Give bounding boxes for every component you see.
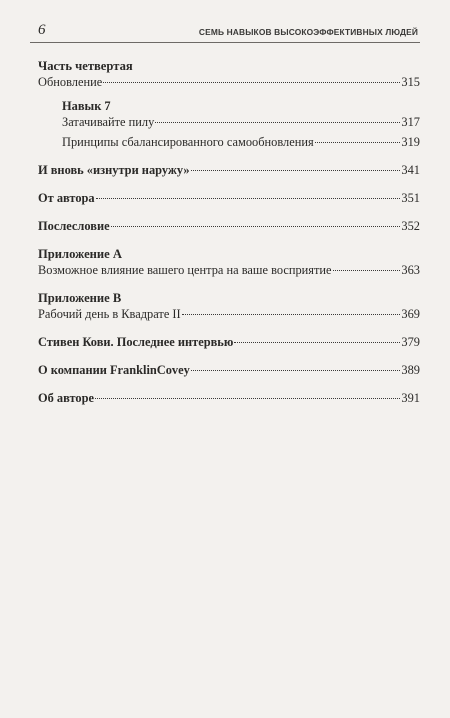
- dot-leader: [234, 342, 400, 343]
- toc-entry-page: 389: [401, 363, 420, 377]
- toc-entry-title: Затачивайте пилу: [62, 115, 155, 129]
- dot-leader: [333, 270, 401, 271]
- dot-leader: [95, 398, 400, 399]
- toc-entry-title: От автора: [38, 191, 95, 205]
- toc-entry-renewal: [38, 74, 420, 90]
- toc-entry-sharpen-saw: [38, 114, 420, 130]
- toc-entry-company: [38, 362, 420, 378]
- dot-leader: [155, 122, 400, 123]
- running-header: СЕМЬ НАВЫКОВ ВЫСОКОЭФФЕКТИВНЫХ ЛЮДЕЙ: [198, 27, 418, 37]
- appendix-b-heading: Приложение В: [38, 291, 122, 305]
- dot-leader: [182, 314, 401, 315]
- toc-entry-title: Стивен Кови. Последнее интервью: [38, 335, 234, 349]
- toc-entry-page: 341: [401, 163, 420, 177]
- toc-entry-appendix-a: [38, 262, 420, 278]
- dot-leader: [96, 198, 401, 199]
- header-rule: [30, 42, 420, 43]
- dot-leader: [103, 82, 400, 83]
- toc-entry-page: 369: [401, 307, 420, 321]
- toc-entry-title: Рабочий день в Квадрате II: [38, 307, 181, 321]
- toc-entry-page: 315: [401, 75, 420, 89]
- toc-entry-page: 363: [401, 263, 420, 277]
- toc-entry-about-author: [38, 390, 420, 406]
- habit-heading: Навык 7: [62, 99, 111, 113]
- dot-leader: [111, 226, 401, 227]
- table-of-contents: [38, 58, 420, 406]
- toc-entry-title: Обновление: [38, 75, 103, 89]
- dot-leader: [191, 170, 401, 171]
- toc-entry-title: Об авторе: [38, 391, 95, 405]
- toc-entry-page: 391: [401, 391, 420, 405]
- part-heading: Часть четвертая: [38, 59, 133, 73]
- toc-entry-title: И вновь «изнутри наружу»: [38, 163, 190, 177]
- dot-leader: [191, 370, 401, 371]
- toc-entry-page: 352: [401, 219, 420, 233]
- dot-leader: [315, 142, 401, 143]
- toc-entry-inside-out-again: [38, 162, 420, 178]
- toc-entry-title: Послесловие: [38, 219, 110, 233]
- toc-entry-balanced-renewal: [38, 134, 420, 150]
- toc-entry-title: Принципы сбалансированного самообновления: [62, 135, 314, 149]
- toc-entry-title: О компании FranklinCovey: [38, 363, 190, 377]
- page-number: 6: [38, 22, 46, 38]
- toc-entry-page: 317: [401, 115, 420, 129]
- appendix-a-heading: Приложение А: [38, 247, 123, 261]
- toc-entry-appendix-b: [38, 306, 420, 322]
- toc-entry-from-author: [38, 190, 420, 206]
- toc-entry-page: 379: [401, 335, 420, 349]
- toc-entry-page: 351: [401, 191, 420, 205]
- toc-entry-page: 319: [401, 135, 420, 149]
- toc-entry-interview: [38, 334, 420, 350]
- toc-entry-title: Возможное влияние вашего центра на ваше восприятие: [38, 263, 332, 277]
- toc-entry-afterword: [38, 218, 420, 234]
